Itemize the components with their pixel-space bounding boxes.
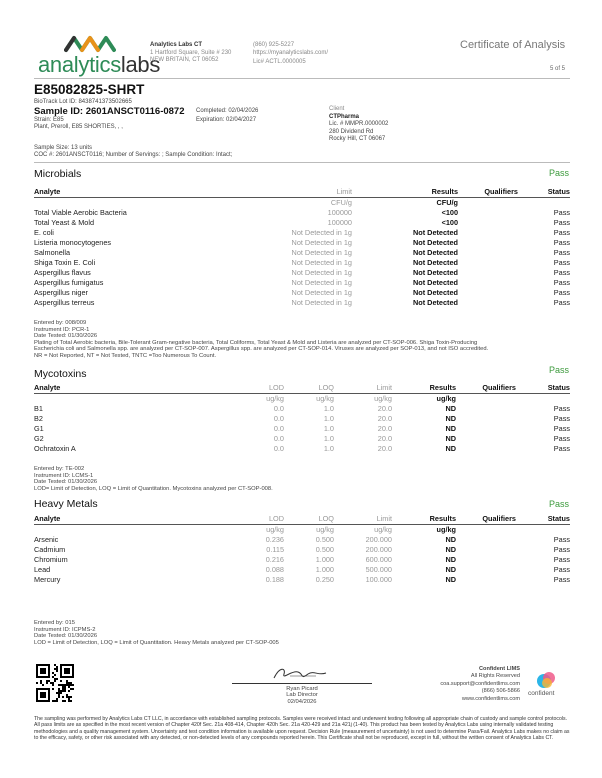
column-header: Results <box>352 187 458 197</box>
note-line: Plating of Total Aerobic bacteria, Bile-Tolerant Gram-negative bacteria, Total Coliforms, Total Yeast & Mold and Listeria are analyzed per CT-SOP-006. Shiga Toxin-Producing <box>34 339 478 346</box>
confident-logo-icon <box>536 670 556 690</box>
lab-logo <box>38 32 161 78</box>
lab-address-1: 1 Hartford Square, Suite # 230 <box>150 49 232 56</box>
column-header: Analyte <box>34 187 234 197</box>
table-row <box>34 444 570 454</box>
value-cell: ug/kg <box>266 393 284 403</box>
unit-row <box>34 524 570 535</box>
result-cell: ND <box>445 534 456 544</box>
column-header: Status <box>516 514 570 524</box>
value-cell <box>458 228 518 238</box>
column-header: Results <box>392 383 456 393</box>
value-cell: Not Detected in 1g <box>291 277 352 287</box>
result-cell: Not Detected <box>412 277 458 287</box>
value-cell: 1.0 <box>323 443 334 453</box>
status-cell: Pass <box>553 443 570 453</box>
value-cell: 100000 <box>327 217 352 227</box>
column-header: LOD <box>204 383 284 393</box>
mycotoxins-table <box>34 383 570 454</box>
status-cell: Pass <box>553 277 570 287</box>
value-cell: 1.000 <box>315 554 334 564</box>
value-cell: Not Detected in 1g <box>291 227 352 237</box>
signer-title: Lab Director <box>286 692 318 699</box>
expiration-date: Expiration: 02/04/2027 <box>196 117 257 123</box>
coc-info: COC #: 2601ANSCT0116; Number of Servings: ; Sample Condition: Intact; <box>34 152 233 158</box>
value-cell: 1.0 <box>323 403 334 413</box>
confident-lims-info <box>410 666 520 703</box>
sample-id: Sample ID: 2601ANSCT0116-0872 <box>34 106 185 117</box>
client-license: Lic. # MMPR.0000002 <box>329 121 389 127</box>
value-cell <box>458 218 518 228</box>
value-cell <box>456 545 516 555</box>
confident-email[interactable]: coa.support@confidentlims.com <box>440 680 520 687</box>
value-cell: 0.188 <box>265 574 284 584</box>
heavy-metals-title: Heavy Metals <box>34 498 98 510</box>
completed-date: Completed: 02/04/2026 <box>196 108 259 114</box>
value-cell <box>456 444 516 454</box>
table-header-row <box>34 514 570 524</box>
client-address-1: 280 Dividend Rd <box>329 128 374 135</box>
status-cell <box>516 393 570 404</box>
status-cell: Pass <box>553 564 570 574</box>
status-cell: Pass <box>553 403 570 413</box>
value-cell: ug/kg <box>266 524 284 534</box>
lab-website[interactable]: https://myanalyticslabs.com/ <box>253 49 329 56</box>
value-cell: 0.115 <box>266 544 284 554</box>
heavy-metals-status: Pass <box>549 499 570 509</box>
table-row <box>34 535 570 545</box>
table-row <box>34 268 570 278</box>
note-line: Entered by: 015 <box>34 620 75 626</box>
result-cell: ND <box>445 413 456 423</box>
value-cell: 500.000 <box>365 564 392 574</box>
analyte-cell: B1 <box>34 403 43 413</box>
note-line: Entered by: TE-002 <box>34 466 85 472</box>
signature-date: 02/04/2026 <box>287 698 317 705</box>
analyte-cell: G2 <box>34 433 44 443</box>
analyte-cell: Lead <box>34 564 51 574</box>
lab-name: Analytics Labs CT <box>150 42 203 48</box>
value-cell <box>458 238 518 248</box>
table-header-row <box>34 187 570 197</box>
analyte-cell: Aspergillus flavus <box>34 267 91 277</box>
strain: Strain: E85 <box>34 117 64 123</box>
table-row <box>34 555 570 565</box>
value-cell: Not Detected in 1g <box>291 297 352 307</box>
sample-size: Sample Size: 13 units <box>34 145 93 151</box>
value-cell: ug/kg <box>316 524 334 534</box>
logo-mountains-icon <box>64 32 116 54</box>
mycotoxins-title: Mycotoxins <box>34 368 87 380</box>
note-line: Date Tested: 01/30/2026 <box>34 333 98 340</box>
value-cell: ug/kg <box>374 524 392 534</box>
value-cell <box>456 555 516 565</box>
column-header: LOQ <box>284 514 334 524</box>
qr-code-icon <box>36 664 74 702</box>
value-cell: 100000 <box>327 207 352 217</box>
analyte-cell: Mercury <box>34 574 61 584</box>
signature-icon <box>270 664 330 684</box>
confident-logo-text: confident <box>528 690 555 697</box>
microbials-notes <box>34 320 574 360</box>
analyte-cell: Chromium <box>34 554 68 564</box>
column-header: Analyte <box>34 383 204 393</box>
logo-prefix: analytics <box>38 52 121 77</box>
value-cell: 0.0 <box>273 413 284 423</box>
value-cell <box>456 393 516 404</box>
value-cell: Not Detected in 1g <box>291 247 352 257</box>
status-cell: Pass <box>553 227 570 237</box>
analyte-cell: Shiga Toxin E. Coli <box>34 257 96 267</box>
result-cell: ND <box>445 403 456 413</box>
result-cell: Not Detected <box>412 287 458 297</box>
column-header: Status <box>516 383 570 393</box>
value-cell <box>456 524 516 535</box>
note-line: Instrument ID: LCMS-1 <box>34 472 94 479</box>
result-cell: ug/kg <box>436 524 456 534</box>
value-cell <box>458 278 518 288</box>
column-header: LOQ <box>284 383 334 393</box>
table-row <box>34 545 570 555</box>
column-header: Results <box>392 514 456 524</box>
analyte-cell: Aspergillus terreus <box>34 297 95 307</box>
status-cell: Pass <box>553 207 570 217</box>
status-cell: Pass <box>553 534 570 544</box>
value-cell: 1.0 <box>323 423 334 433</box>
qr-code[interactable] <box>36 664 74 702</box>
analyte-cell: Arsenic <box>34 534 59 544</box>
value-cell: 20.0 <box>377 423 392 433</box>
table-row <box>34 424 570 434</box>
value-cell: 200.000 <box>365 534 392 544</box>
table-row <box>34 414 570 424</box>
value-cell <box>458 197 518 208</box>
confident-phone: (866) 506-5866 <box>481 688 520 695</box>
result-cell: Not Detected <box>412 267 458 277</box>
status-cell: Pass <box>553 267 570 277</box>
value-cell: Not Detected in 1g <box>291 287 352 297</box>
value-cell <box>458 268 518 278</box>
result-cell: Not Detected <box>412 257 458 267</box>
result-cell: ND <box>445 443 456 453</box>
lab-phone: (860) 925-5227 <box>253 42 295 48</box>
value-cell <box>458 258 518 268</box>
analyte-cell <box>34 197 234 208</box>
value-cell <box>458 298 518 308</box>
table-row <box>34 208 570 218</box>
value-cell: ug/kg <box>374 393 392 403</box>
result-cell: <100 <box>441 217 458 227</box>
status-cell: Pass <box>553 297 570 307</box>
value-cell <box>458 208 518 218</box>
confident-rights: All Rights Reserved <box>470 673 520 680</box>
microbials-status: Pass <box>549 168 570 178</box>
mycotoxins-notes <box>34 466 273 492</box>
client-name: CTPharma <box>329 113 360 120</box>
value-cell: 0.0 <box>273 423 284 433</box>
mycotoxins-status: Pass <box>549 365 570 375</box>
result-cell: CFU/g <box>436 197 458 207</box>
table-row <box>34 278 570 288</box>
note-line: Escherichia coli and Salmonella spp. are analyzed per CT-SOP-007. Aspergillus spp. are analyzed per CT-SOP-014. Viruses are analyzed per SOP-013, and not ISO accredited. <box>34 346 489 353</box>
status-cell: Pass <box>553 413 570 423</box>
value-cell: CFU/g <box>330 197 352 207</box>
status-cell: Pass <box>553 237 570 247</box>
value-cell: 20.0 <box>377 443 392 453</box>
analyte-cell: Cadmium <box>34 544 66 554</box>
microbials-title: Microbials <box>34 168 82 180</box>
value-cell: 20.0 <box>377 413 392 423</box>
table-row <box>34 434 570 444</box>
sample-type: Plant, Preroll, E85 SHORTIES, , , <box>34 124 123 130</box>
note-line: Date Tested: 01/30/2026 <box>34 479 98 486</box>
signer-name: Ryan Picard <box>286 686 318 692</box>
note-line: Instrument ID: PCR-1 <box>34 326 90 333</box>
header-divider <box>34 78 570 79</box>
lab-address-2: NEW BRITAIN, CT 06052 <box>150 57 219 63</box>
status-cell: Pass <box>553 257 570 267</box>
analyte-cell: B2 <box>34 413 43 423</box>
confident-name: Confident LIMS <box>478 666 520 672</box>
analyte-cell <box>34 524 204 535</box>
status-cell: Pass <box>553 433 570 443</box>
value-cell: 20.0 <box>377 433 392 443</box>
unit-row <box>34 393 570 404</box>
logo-suffix: labs <box>120 52 161 77</box>
analyte-cell: Total Yeast & Mold <box>34 217 95 227</box>
column-header: Status <box>518 187 570 197</box>
value-cell <box>456 434 516 444</box>
value-cell <box>456 565 516 575</box>
result-cell: Not Detected <box>412 297 458 307</box>
microbials-table <box>34 187 570 308</box>
disclaimer: The sampling was performed by Analytics Labs CT LLC, in accordance with established sampling protocols. Samples were received intact and underwent testing following all appropriate chain of custody and sample control protocols. All pass limits are as specified in the most recent version of Chapter 420f Sec. 21a 408-414, Chapter 420h Sec. 21a 420-429 and 21a 421j (1-40). This product has been tested by Analytics Labs using internally validated testing methodologies and a quality management system. Uncertainty and test condition information is available upon request. Decision Rule (measurement of uncertainty) is not used to determine Pass/Fail. Analytics Labs makes no claim as to the efficacy, safety, or other risk associated with any detected, or non-detected levels of any compounds reported herein. This Certificate shall not be reproduced, except in full, without the written consent of Analytics Labs CT. <box>34 716 570 742</box>
column-header: Qualifiers <box>456 514 516 524</box>
value-cell: 0.0 <box>273 443 284 453</box>
column-header: Limit <box>334 514 392 524</box>
status-cell: Pass <box>553 247 570 257</box>
analyte-cell: E. coli <box>34 227 54 237</box>
table-row <box>34 238 570 248</box>
analyte-cell: Ochratoxin A <box>34 443 76 453</box>
value-cell: 0.500 <box>315 544 334 554</box>
analyte-cell: G1 <box>34 423 44 433</box>
analyte-cell: Total Viable Aerobic Bacteria <box>34 207 127 217</box>
value-cell <box>456 575 516 585</box>
value-cell: 100.000 <box>365 574 392 584</box>
column-header: Analyte <box>34 514 204 524</box>
value-cell: Not Detected in 1g <box>291 257 352 267</box>
value-cell: 0.0 <box>273 433 284 443</box>
column-header: Qualifiers <box>458 187 518 197</box>
value-cell: 0.236 <box>265 534 284 544</box>
sample-divider <box>34 162 570 163</box>
result-cell: ND <box>445 544 456 554</box>
lab-license: Lic# ACTL.0000005 <box>253 59 306 65</box>
status-cell: Pass <box>553 544 570 554</box>
value-cell: 1.000 <box>315 564 334 574</box>
table-row <box>34 565 570 575</box>
status-cell: Pass <box>553 423 570 433</box>
value-cell <box>456 404 516 414</box>
note-line: Instrument ID: ICPMS-2 <box>34 626 96 633</box>
confident-logo <box>528 670 568 702</box>
value-cell: 1.0 <box>323 433 334 443</box>
lab-info <box>150 42 231 65</box>
column-header: Limit <box>334 383 392 393</box>
table-row <box>34 404 570 414</box>
signature-line <box>232 683 372 684</box>
column-header: LOD <box>204 514 284 524</box>
result-cell: Not Detected <box>412 247 458 257</box>
value-cell: 1.0 <box>323 413 334 423</box>
value-cell <box>458 248 518 258</box>
value-cell: 200.000 <box>365 544 392 554</box>
status-cell: Pass <box>553 554 570 564</box>
unit-row <box>34 197 570 208</box>
lab-contact <box>253 42 328 67</box>
value-cell: 600.000 <box>365 554 392 564</box>
page-number: 5 of 5 <box>550 66 566 72</box>
value-cell: ug/kg <box>316 393 334 403</box>
table-row <box>34 288 570 298</box>
table-row <box>34 575 570 585</box>
analyte-cell <box>34 393 204 404</box>
result-cell: ND <box>445 433 456 443</box>
value-cell <box>458 288 518 298</box>
result-cell: ug/kg <box>436 393 456 403</box>
value-cell: 0.088 <box>265 564 284 574</box>
status-cell: Pass <box>553 287 570 297</box>
table-header-row <box>34 383 570 393</box>
value-cell: Not Detected in 1g <box>291 237 352 247</box>
status-cell <box>516 524 570 535</box>
value-cell: 0.216 <box>265 554 284 564</box>
note-line: NR = Not Reported, NT = Not Tested, TNTC =Too Numerous To Count. <box>34 352 217 359</box>
value-cell: 0.0 <box>273 403 284 413</box>
note-line: LOD = Limit of Detection, LOQ = Limit of Quantitation. Heavy Metals analyzed per CT-SOP-005 <box>34 639 279 646</box>
result-cell: <100 <box>441 207 458 217</box>
result-cell: ND <box>445 554 456 564</box>
heavy-metals-notes <box>34 620 279 646</box>
value-cell <box>456 535 516 545</box>
analyte-cell: Aspergillus niger <box>34 287 88 297</box>
note-line: Entered by: 008/009 <box>34 320 87 326</box>
status-cell <box>518 197 570 208</box>
result-cell: ND <box>445 564 456 574</box>
value-cell: 0.250 <box>315 574 334 584</box>
note-line: LOD= Limit of Detection, LOQ = Limit of Quantitation. Mycotoxins analyzed per CT-SOP-008. <box>34 485 273 492</box>
table-row <box>34 258 570 268</box>
client-address-2: Rocky Hill, CT 06067 <box>329 136 386 142</box>
analyte-cell: Aspergillus fumigatus <box>34 277 104 287</box>
biotrack-lot: BioTrack Lot ID: 8438741373502665 <box>34 99 132 105</box>
client-label: Client <box>329 106 345 112</box>
table-row <box>34 248 570 258</box>
client-block <box>329 106 388 144</box>
value-cell <box>456 424 516 434</box>
confident-website[interactable]: www.confidentlims.com <box>461 695 520 702</box>
value-cell: Not Detected in 1g <box>291 267 352 277</box>
result-cell: ND <box>445 574 456 584</box>
result-cell: ND <box>445 423 456 433</box>
note-line: Date Tested: 01/30/2026 <box>34 633 98 640</box>
column-header: Limit <box>234 187 352 197</box>
analyte-cell: Listeria monocytogenes <box>34 237 112 247</box>
value-cell <box>456 414 516 424</box>
document-title: Certificate of Analysis <box>460 39 566 51</box>
value-cell: 0.500 <box>315 534 334 544</box>
table-row <box>34 298 570 308</box>
table-row <box>34 228 570 238</box>
sample-code: E85082825-SHRT <box>34 82 145 97</box>
result-cell: Not Detected <box>412 237 458 247</box>
status-cell: Pass <box>553 217 570 227</box>
column-header: Qualifiers <box>456 383 516 393</box>
value-cell: 20.0 <box>377 403 392 413</box>
table-row <box>34 218 570 228</box>
status-cell: Pass <box>553 574 570 584</box>
signature-block <box>232 686 372 705</box>
heavy-metals-table <box>34 514 570 585</box>
analyte-cell: Salmonella <box>34 247 71 257</box>
result-cell: Not Detected <box>412 227 458 237</box>
